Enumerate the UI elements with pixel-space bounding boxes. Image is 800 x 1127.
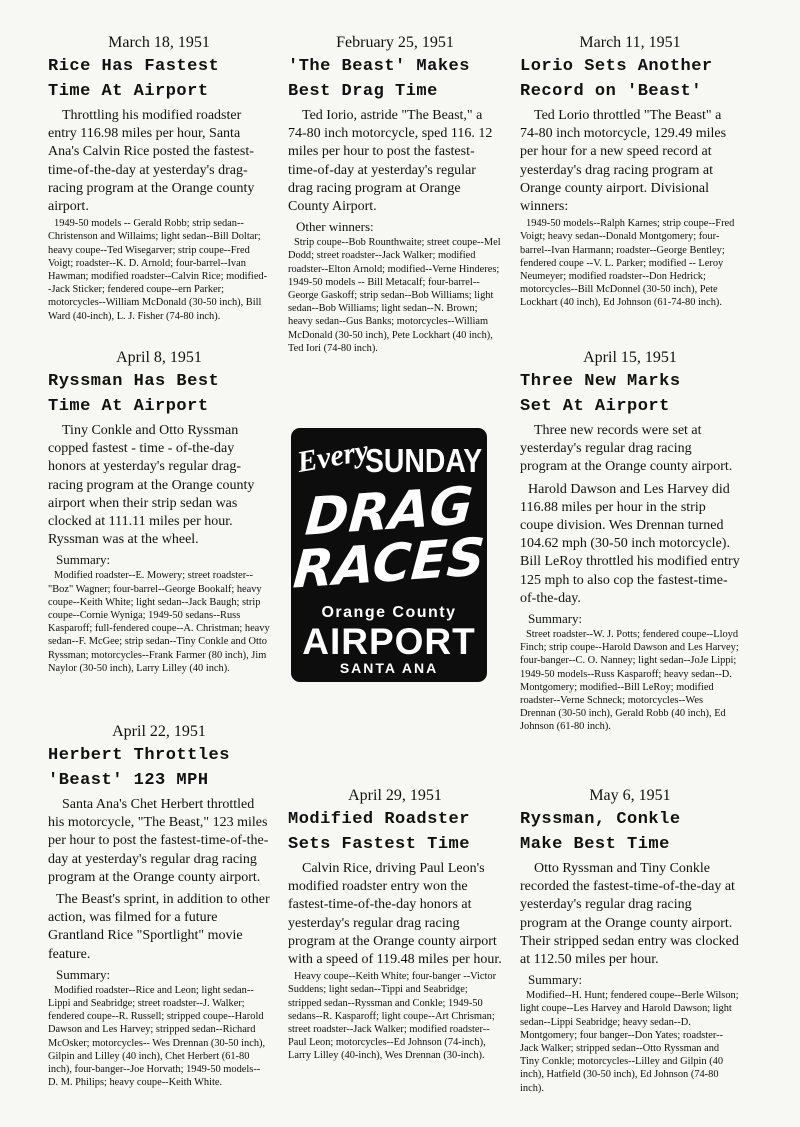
article-date: April 22, 1951 [112, 723, 206, 740]
article-april-15 [520, 348, 740, 734]
ad-races-text: RACES [291, 527, 487, 601]
article-headline-line2: Best Drag Time [288, 82, 438, 101]
ad-every-text: Every [294, 434, 371, 479]
article-date: May 6, 1951 [589, 787, 671, 804]
article-headline-line1: Modified Roadster [288, 810, 470, 829]
article-summary: Heavy coupe--Keith White; four-banger --Victor Suddens; light sedan--Tippi and Seabridge; stripped sedan--Ryssman and Conkle; 1949-50 sedans--R. Kasparoff; light coupe--Art Chrisman; street roadster--Jack Walker; modified roadster--Paul Leon; motorcycles--Ed Johnson (74-inch), Larry Lilley (40-inch), Wes Drennan (30-inch). [288, 971, 497, 1062]
article-date: April 29, 1951 [348, 787, 442, 804]
ad-airport-text: AIRPORT [302, 621, 476, 662]
article-february-25 [288, 33, 502, 355]
article-march-11 [520, 33, 740, 310]
article-may-6 [520, 786, 740, 1095]
article-summary: Modified roadster--E. Mowery; street roadster--"Boz" Wagner; four-barrel--George Bookalf; heavy coupe--Keith White; light sedan--Jack Baugh; strip coupe--Cornie Wyniga; 1949-50 sedans--Russ Kasparoff; full-fendered coupe--A. Christman; heavy sedan--F. McGee; strip sedan--Tiny Conkle and Otto Ryssman; motorcycles--Frank Farmer (80 inch), Jim Naylor (30-50 inch), Larry Lilley (40 inch). [48, 570, 270, 674]
article-subheading: Summary: [528, 611, 583, 627]
article-subheading: Summary: [528, 972, 583, 988]
article-date: February 25, 1951 [336, 34, 454, 51]
article-date: March 11, 1951 [579, 34, 681, 51]
article-lead: Calvin Rice, driving Paul Leon's modified roadster entry won the fastest-time-of-the-day honors at yesterday's regular drag racing program at the Orange county airport with a speed of 119.48 miles per hour. [288, 861, 502, 968]
article-headline-line1: Three New Marks [520, 372, 681, 391]
article-april-29 [288, 786, 502, 1063]
article-date: April 15, 1951 [583, 349, 677, 366]
article-headline-line1: 'The Beast' Makes [288, 57, 470, 76]
article-lead: Throttling his modified roadster entry 116.98 miles per hour, Santa Ana's Calvin Rice posted the fastest-time-of-the-day at yesterday's drag-racing program at the Orange county airport. [48, 108, 255, 215]
article-summary: Street roadster--W. J. Potts; fendered coupe--Lloyd Finch; strip coupe--Harold Dawson and Les Harvey; four-banger--C. O. Nanney; light sedan--JoJe Lippi; 1949-50 models--Russ Kasparoff; heavy sedan--D. Montgomery; modified--Bill LeRoy; modified roadster--Verne Schneck; motorcycles--Wes Drennan (30-50 inch), Gerald Robb (40 inch), Ed Johnson (61-80 inch). [520, 629, 739, 733]
article-lead: Ted Iorio, astride "The Beast," a 74-80 inch motorcycle, sped 116. 12 miles per hour to post the fastest-time-of-day at yesterday's regular drag racing program at Orange County Airport. [288, 108, 493, 215]
article-headline-line1: Herbert Throttles [48, 746, 230, 765]
article-lead: Santa Ana's Chet Herbert throttled his motorcycle, "The Beast," 123 miles per hour to post the fastest-time-of-the-day at yesterday's regular drag racing program at the Orange county airport. [48, 797, 269, 885]
article-headline-line2: Record on 'Beast' [520, 82, 702, 101]
article-lead: Ted Lorio throttled "The Beast" a 74-80 inch motorcycle, 129.49 miles per hour for a new speed record at yesterday's drag racing program at Orange county airport. Divisional winners: [520, 108, 727, 215]
article-april-22 [48, 722, 270, 1089]
drag-races-advertisement [291, 428, 487, 682]
ad-orange-county-text: Orange County [321, 604, 457, 621]
article-summary: Strip coupe--Bob Rounthwaite; street coupe--Mel Dodd; street roadster--Jack Walker; modified roadster--Elton Arnold; modified--Verne Hinderes; 1949-50 models -- Bill Metacalf; four-barrel--George Gaskoff; strip sedan--Bob Williams; light sedan--Bob Williams; light sedan--N. Brown; heavy sedan--Gus Banks; motorcycles--William McDonald (30-50 inch), Pete Lockhart (40 inch), Ted Iori (74-80 inch). [288, 237, 501, 354]
article-headline-line2: Time At Airport [48, 397, 209, 416]
article-headline-line2: Set At Airport [520, 397, 670, 416]
article-headline-line2: 'Beast' 123 MPH [48, 771, 209, 790]
article-lead-continued: Harold Dawson and Les Harvey did 116.88 miles per hour in the strip coupe division. Wes Drennan turned 104.62 mph (30-50 inch motorcycle). Bill LeRoy throttled his modified entry 125 mph to also cop the fastest-time-of-the-day. [520, 481, 740, 606]
ad-santa-ana-text: SANTA ANA [339, 660, 439, 676]
article-summary: 1949-50 models -- Gerald Robb; strip sedan--Christenson and Willaims; light sedan--Bill Doltar; heavy coupe--Ted Wisegarver; strip coupe--Fred Voigt; roadster--K. D. Arnold; four-barrel--Ivan Hawman; modified roadster--Calvin Rice; modified--Jack Sticker; fendered coupe--ern Parker; motorcycles--William McDonald (30-50 inch), Bill Ward (40-inch), L. J. Fisher (74-80 inch). [48, 218, 268, 322]
ad-sunday-text: SUNDAY [365, 442, 483, 479]
ad-drag-text: DRAG [303, 476, 475, 548]
article-lead: Three new records were set at yesterday's regular drag racing program at the Orange county airport. [520, 423, 733, 475]
article-headline-line1: Rice Has Fastest [48, 57, 220, 76]
article-date: March 18, 1951 [108, 34, 210, 51]
article-headline-line2: Sets Fastest Time [288, 835, 470, 854]
article-subheading: Summary: [56, 966, 111, 982]
article-lead: Tiny Conkle and Otto Ryssman copped fastest - time - of-the-day honors at yesterday's regular drag-racing program at the Orange county airport when their strip sedan was clocked at 111.11 miles per hour. Ryssman was at the wheel. [48, 423, 255, 548]
article-headline-line2: Make Best Time [520, 835, 670, 854]
article-headline-line2: Time At Airport [48, 82, 209, 101]
article-summary: 1949-50 models--Ralph Karnes; strip coupe--Fred Voigt; heavy sedan--Donald Montgomery; four-barrel--Ivan Harmann; roadster--George Bentley; fendered coupe --V. L. Parker; modified -- Leroy Neumeyer; modified roadster--Don Hedrick; motorcycles--Bill McDonnel (30-50 inch), Pete Lockhart (40 inch), Ed Johnson (61-74-80 inch). [520, 218, 735, 309]
article-headline-line1: Ryssman Has Best [48, 372, 220, 391]
article-summary: Modified roadster--Rice and Leon; light sedan--Lippi and Seabridge; street roadster--J. Walker; fendered coupe--R. Russell; stripped coupe--Harold Dawson and Les Harvey; stripped sedan--Richard McOsker; motorcycles-- Wes Drennan (30-50 inch), Gilpin and Lilley (40 inch), Chet Herbert (61-80 inch), four-banger--Joe Horvath; 1949-50 models-- D. M. Philips; heavy coupe--Keith White. [48, 984, 266, 1089]
article-summary: Modified--H. Hunt; fendered coupe--Berle Wilson; light coupe--Les Harvey and Harold Dawson; light sedan--Lippi Seabridge; heavy sedan--D. Montgomery; four banger--Don Yates; roadster--Jack Walker; stripped sedan--Otto Ryssman and Tiny Conkle; motorcycles--Lilley and Gilpin (40 inch), Hatfield (30-50 inch), Ed Johnson (74-80 inch). [520, 990, 739, 1094]
article-date: April 8, 1951 [116, 349, 202, 366]
article-headline-line1: Lorio Sets Another [520, 57, 713, 76]
article-lead-continued: The Beast's sprint, in addition to other action, was filmed for a future Grantland Rice "Sportlight" movie feature. [48, 892, 270, 962]
article-subheading: Other winners: [296, 219, 374, 235]
article-subheading: Summary: [56, 552, 111, 568]
article-march-18 [48, 33, 270, 323]
article-headline-line1: Ryssman, Conkle [520, 810, 681, 829]
article-lead: Otto Ryssman and Tiny Conkle recorded the fastest-time-of-the-day at yesterday's regular drag racing program at the Orange county airport. Their stripped sedan entry was clocked at 112.50 miles per hour. [520, 861, 739, 968]
article-april-8 [48, 348, 270, 675]
